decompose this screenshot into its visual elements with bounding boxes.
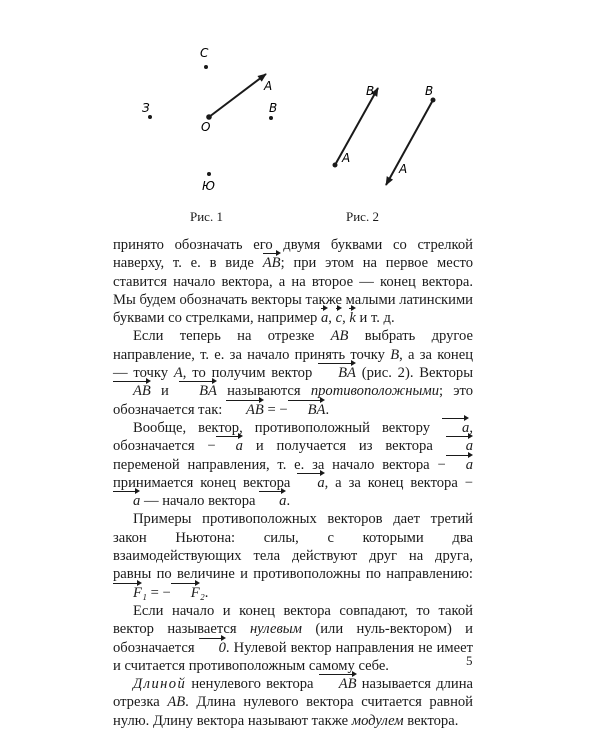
point-b <box>269 116 273 120</box>
figure-1-diagram <box>142 46 277 193</box>
label-b-right: В <box>425 84 434 98</box>
vector-oa-arrow <box>209 74 266 117</box>
vector-ba-arrow <box>386 100 433 185</box>
label-c: С <box>200 46 209 60</box>
body-text <box>113 236 473 730</box>
label-z: З <box>142 101 150 115</box>
label-a-right: А <box>399 162 408 176</box>
point-yu <box>207 172 211 176</box>
label-a-left: А <box>342 151 351 165</box>
figure-2-diagram <box>333 84 436 185</box>
page-number: 5 <box>466 653 473 668</box>
figure-2-caption: Рис. 2 <box>346 209 379 224</box>
label-a: А <box>264 79 273 93</box>
paragraph-vector-length: Длиной ненулевого вектора AB называется длина отрезка AB. Длина нулевого вектора считается равной нулю. Длину вектора называют также модулем вектора. <box>113 676 474 729</box>
label-b: В <box>269 101 278 115</box>
label-b-left: В <box>366 84 375 98</box>
paragraph-vector-notation: принято обозначать его двумя буквами со стрелкой наверху, т. е. в виде AB; при этом на первое место ставится начало вектора, а на второе — конец вектора. Мы будем обозначать векторы также малыми латинскими буквами со стрелками, например a, c, k и т. д. <box>113 237 473 327</box>
figure-1-caption: Рис. 1 <box>190 209 223 224</box>
vector-figures <box>0 0 600 230</box>
point-c <box>204 65 208 69</box>
point-z <box>148 115 152 119</box>
paragraph-newton-example: Примеры противоположных векторов дает третий закон Ньютона: силы, с которыми два взаимодействующих тела действуют друг на друга, равны по величине и противоположны по направлению: F₁ = − F₂. <box>113 511 473 601</box>
paragraph-opposite-vectors: Если теперь на отрезке AB выбрать другое направление, т. е. за начало принять точку B, а за конец — точку A, то получим вектор BA (рис. 2). Векторы AB и BA называются противоположными; это обозначается так: AB = − BA. <box>113 328 474 418</box>
label-o: О <box>201 120 211 134</box>
paragraph-zero-vector: Если начало и конец вектора совпадают, то такой вектор называется нулевым (или нуль-вектором) и обозначается 0. Нулевой вектор направления не имеет и считается противоположным самому себе. <box>113 602 473 674</box>
label-yu: Ю <box>202 179 215 193</box>
paragraph-negative-vector: Вообще, вектор, противоположный вектору a, обозначается − a и получается из вектора a переменой направления, т. е. за начало вектора − a принимается конец вектора a, а за конец вектора −a — начало вектора a. <box>113 419 473 510</box>
